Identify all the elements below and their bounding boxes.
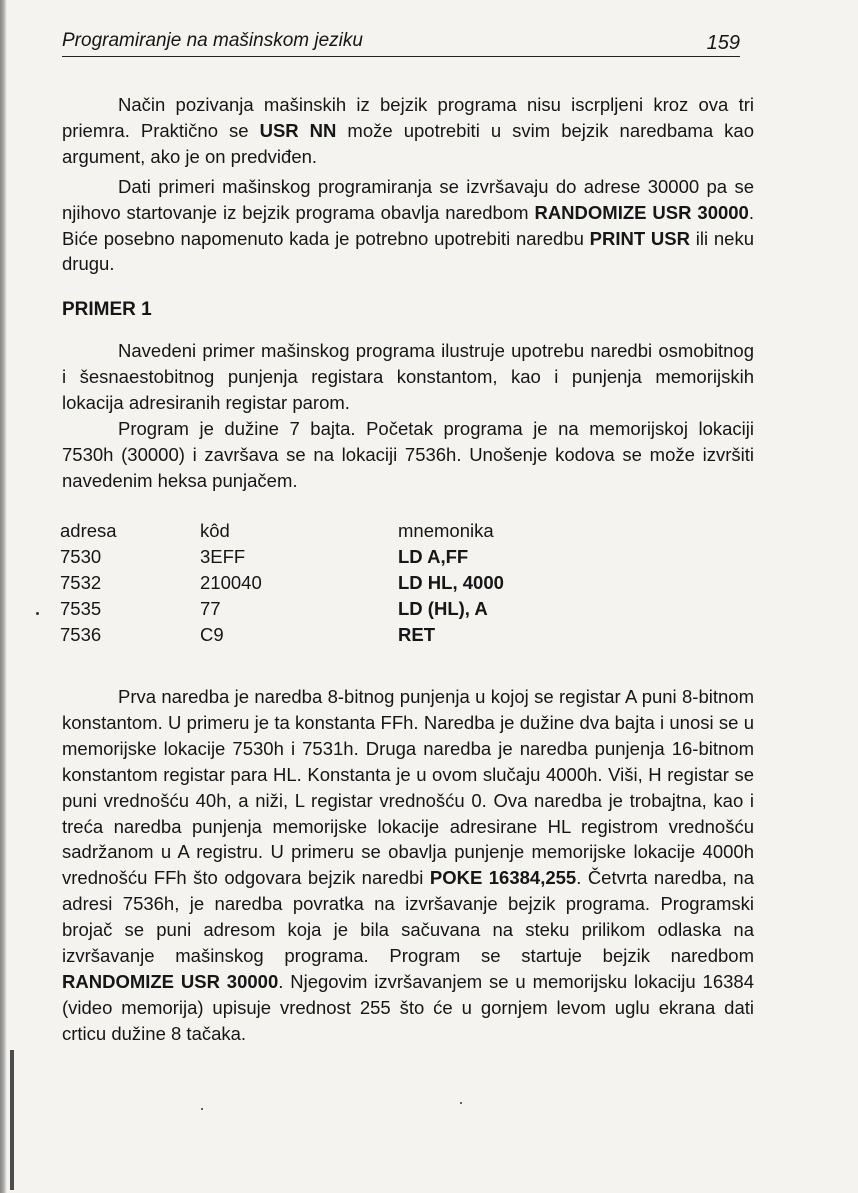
section-heading: PRIMER 1 [62, 299, 152, 320]
code-table-header [60, 518, 504, 544]
code-cell: C9 [200, 624, 224, 645]
text-run: ili neku drugu. [62, 227, 754, 275]
table-row [60, 570, 504, 596]
address-cell: 7536 [60, 624, 102, 645]
explanation-paragraph [62, 684, 754, 1047]
code-keyword: PRINT USR [589, 227, 690, 249]
binding-mark [10, 1050, 14, 1190]
column-header-code: kôd [200, 520, 230, 541]
text-run: Način pozivanja mašinskih iz bejzik programa nisu iscrpljeni kroz ova tri priemra. Praktično se [62, 94, 754, 141]
address-cell: 7532 [60, 572, 102, 593]
page-header [62, 28, 740, 57]
table-row [60, 622, 504, 648]
example-paragraph-1: Navedeni primer mašinskog programa ilustruje upotrebu naredbi osmobitnog i šesnaestobitnog punjenja registara konstantom, kao i punjenja memorijskih lokacija adresiranih registar parom. [62, 340, 754, 413]
code-keyword: USR NN [259, 119, 337, 141]
address-cell: 7530 [60, 546, 102, 567]
scan-speck [36, 612, 39, 615]
code-cell: 77 [200, 598, 221, 619]
text-run: . Biće posebno napomenuto kada je potrebno upotrebiti naredbu [62, 201, 754, 249]
column-header-address: adresa [60, 520, 117, 541]
mnemonic-cell: LD HL, 4000 [398, 572, 504, 593]
code-table [60, 518, 504, 648]
text-run: Prva naredba je naredba 8-bitnog punjenja u kojoj se registar A puni 8-bitnom konstantom. U primeru je ta konstanta FFh. Naredba je dužine dva bajta i unosi se u memorijske lokacije 7530h i 7531h. Druga naredba je naredba punjenja 16-bitnom konstantom registar para HL. Konstanta je u ovom slučaju 4000h. Viši, H registar se puni vrednošću 40h, a niži, L registar vrednošću 0. Ova naredba je trobajtna, kao i treća naredba punjenja memorijske lokacije adresirane HL registrom vrednošću sadržanom u A registru. U primeru se obavlja punjenje memorijske lokacije 4000h vrednošću FFh što odgovara bejzik naredbi [62, 686, 754, 889]
page-number: 159 [706, 32, 740, 54]
binding-shadow [0, 0, 7, 1193]
mnemonic-cell: LD (HL), A [398, 598, 488, 619]
text-run: može upotrebiti u svim bejzik naredbama kao argument, ako je on predviđen. [62, 119, 754, 167]
example-paragraph-2: Program je dužine 7 bajta. Početak programa je na memorijskoj lokaciji 7530h (30000) i završava se na lokaciji 7536h. Unošenje kodova se može izvršiti navedenim heksa punjačem. [62, 418, 754, 491]
text-run: . Četvrta naredba, na adresi 7536h, je naredba povratka na izvršavanje bejzik programa. Programski brojač se puni adresom koja je bila sačuvana na steku prilikom odlaska na izvršavanje mašinskog programa. Program se startuje bejzik naredbom [62, 867, 754, 967]
mnemonic-cell: LD A,FF [398, 546, 469, 567]
code-keyword: POKE 16384,255 [429, 867, 577, 889]
column-header-mnemonic: mnemonika [398, 520, 494, 541]
intro-paragraph-2 [62, 174, 754, 277]
code-keyword: RANDOMIZE USR 30000 [534, 201, 749, 223]
text-run: Dati primeri mašinskog programiranja se izvršavaju do adrese 30000 pa se njihovo startovanje iz bejzik programa obavlja naredbom [62, 176, 754, 223]
table-row [60, 596, 504, 622]
intro-paragraph-1 [62, 92, 754, 169]
mnemonic-cell: RET [398, 624, 435, 645]
code-cell: 210040 [200, 572, 262, 593]
code-cell: 3EFF [200, 546, 246, 567]
code-keyword: RANDOMIZE USR 30000 [62, 970, 279, 992]
address-cell: 7535 [60, 598, 102, 619]
scan-speck [460, 1102, 462, 1104]
running-title: Programiranje na mašinskom jeziku [62, 30, 363, 51]
table-row [60, 544, 504, 570]
scan-speck [201, 1108, 203, 1110]
text-run: . Njegovim izvršavanjem se u memorijsku lokaciju 16384 (video memorija) upisuje vrednost 255 što će u gornjem levom uglu ekrana dati crticu dužine 8 tačaka. [62, 970, 754, 1044]
